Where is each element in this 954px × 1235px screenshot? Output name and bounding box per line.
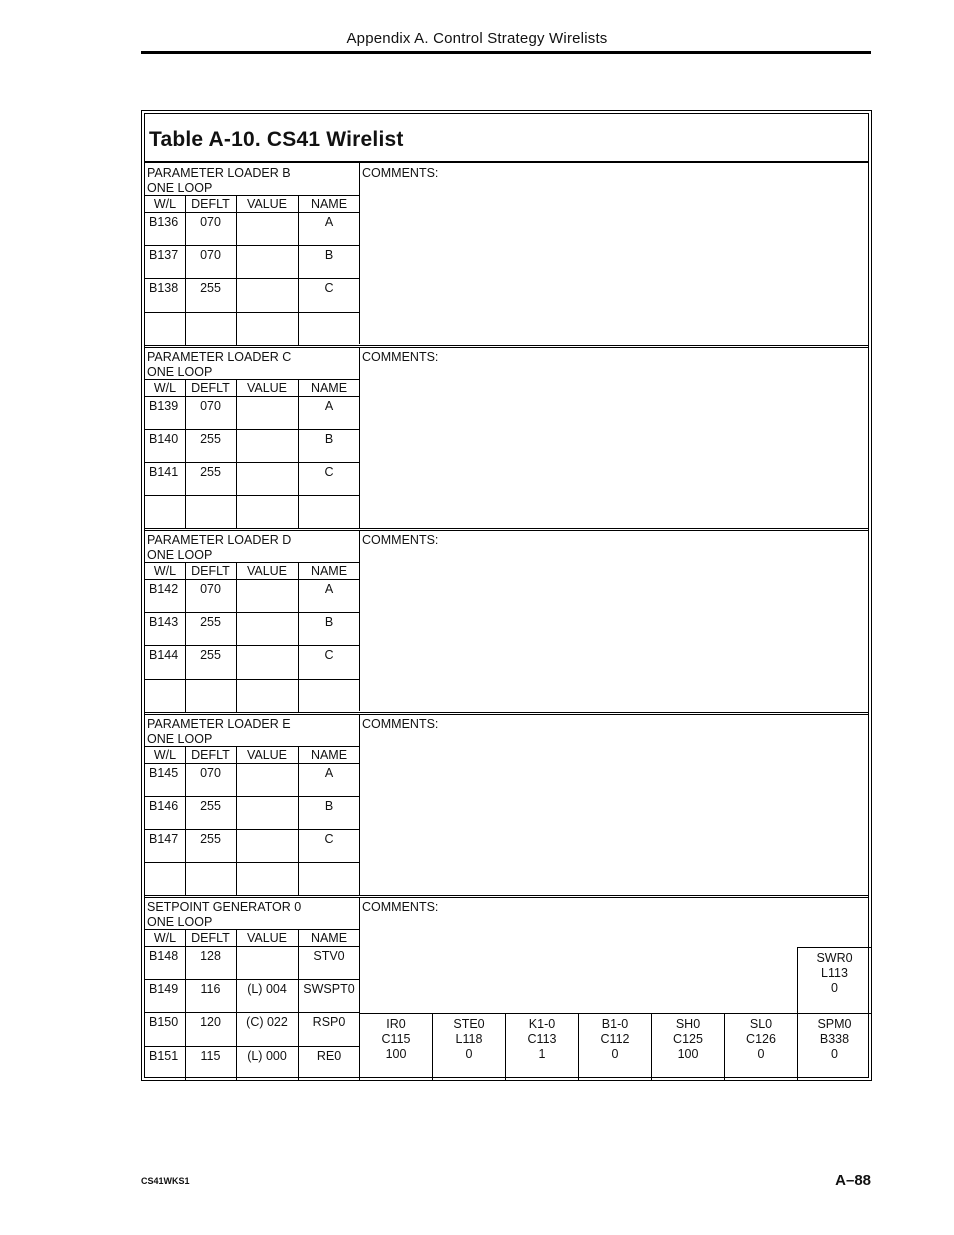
cell-wl: B140	[149, 431, 179, 446]
col-header-deflt: DEFLT	[191, 197, 230, 211]
grid-line	[236, 380, 237, 396]
block-label: SWR0	[816, 951, 853, 965]
cell-name: RSP0	[312, 1015, 346, 1030]
section-label-line1: PARAMETER LOADER C	[147, 349, 292, 364]
grid-line	[185, 930, 186, 946]
col-header-wl: W/L	[153, 931, 177, 945]
grid-line	[185, 1047, 186, 1080]
cell-name: RE0	[316, 1048, 342, 1063]
comments-label: COMMENTS:	[362, 533, 439, 547]
block-code: B338	[819, 1032, 850, 1047]
comments-label: COMMENTS:	[362, 716, 439, 731]
cell-name: B	[324, 431, 334, 446]
grid-line	[185, 580, 186, 612]
grid-line	[298, 797, 299, 829]
grid-line	[236, 1047, 237, 1080]
grid-line	[298, 496, 299, 528]
grid-line	[236, 947, 237, 979]
grid-line	[236, 397, 237, 429]
cell-name: B	[324, 615, 334, 630]
cell-wl: B138	[149, 281, 179, 296]
table-row	[145, 279, 360, 312]
section-label-line1: PARAMETER LOADER B	[147, 166, 291, 180]
table-row	[145, 680, 360, 713]
cell-value: (L) 004	[247, 982, 287, 997]
grid-line	[185, 747, 186, 763]
grid-line	[236, 1013, 237, 1045]
grid-line	[236, 764, 237, 796]
cell-deflt: 116	[200, 982, 221, 997]
cell-wl: B151	[149, 1048, 179, 1063]
function-block	[578, 1013, 651, 1079]
cell-name: C	[324, 281, 334, 296]
block-label: B1-0	[601, 1017, 629, 1032]
grid-line	[185, 863, 186, 895]
section-label-line2: ONE LOOP	[147, 181, 213, 195]
section-label	[147, 166, 291, 196]
cell-wl: B145	[149, 765, 179, 780]
cell-deflt: 255	[200, 281, 221, 296]
grid-line	[236, 563, 237, 579]
section-label	[147, 900, 301, 930]
cell-wl: B137	[149, 248, 179, 263]
grid-line	[185, 279, 186, 311]
block-value: 1	[538, 1047, 546, 1062]
comments-label: COMMENTS:	[362, 349, 439, 364]
grid-line	[185, 680, 186, 712]
block-value: 0	[465, 1047, 473, 1062]
grid-line	[236, 496, 237, 528]
cell-deflt: 255	[200, 615, 221, 630]
grid-line	[185, 1013, 186, 1045]
col-header-value: VALUE	[246, 564, 288, 578]
function-block-upper	[797, 947, 871, 1013]
cell-wl: B149	[149, 982, 179, 997]
function-block	[797, 1013, 871, 1079]
grid-line	[185, 830, 186, 862]
grid-line	[185, 646, 186, 678]
grid-line	[185, 947, 186, 979]
cell-wl: B146	[149, 798, 179, 813]
grid-line	[298, 279, 299, 311]
section-label-line2: ONE LOOP	[147, 548, 213, 562]
grid-line	[298, 680, 299, 712]
cell-deflt: 120	[200, 1015, 221, 1030]
grid-line	[298, 380, 299, 396]
col-header-wl: W/L	[153, 564, 177, 578]
cell-wl: B150	[149, 1015, 179, 1030]
grid-line	[298, 213, 299, 245]
grid-line	[236, 580, 237, 612]
function-block	[432, 1013, 505, 1079]
table-row	[145, 764, 360, 797]
section-grid	[145, 929, 360, 1078]
wirelist-section	[145, 895, 868, 1078]
grid-line	[185, 380, 186, 396]
col-header-value: VALUE	[246, 197, 288, 211]
section-grid	[145, 195, 360, 344]
section-separator	[145, 712, 868, 715]
cell-wl: B147	[149, 831, 179, 846]
block-code: C115	[381, 1032, 411, 1047]
cell-deflt: 070	[200, 582, 221, 596]
section-label	[147, 350, 291, 380]
cell-deflt: 128	[200, 949, 221, 963]
table-row	[145, 313, 360, 346]
block-label: K1-0	[528, 1017, 556, 1032]
grid-line	[236, 830, 237, 862]
grid-line	[185, 196, 186, 212]
column-header-row	[145, 195, 360, 213]
table-row	[145, 463, 360, 496]
footer-code: CS41WKS1	[141, 1176, 190, 1186]
grid-line	[298, 246, 299, 278]
grid-line	[185, 246, 186, 278]
grid-line	[185, 797, 186, 829]
grid-line	[298, 397, 299, 429]
grid-line	[236, 213, 237, 245]
column-header-row	[145, 562, 360, 580]
comments-label: COMMENTS:	[362, 900, 439, 914]
section-label-line2: ONE LOOP	[147, 915, 213, 929]
col-header-deflt: DEFLT	[191, 564, 230, 578]
grid-line	[185, 213, 186, 245]
grid-line	[236, 680, 237, 712]
col-header-value: VALUE	[246, 931, 288, 945]
section-grid	[145, 562, 360, 711]
table-row	[145, 797, 360, 830]
block-label: SL0	[749, 1017, 773, 1032]
cell-wl: B139	[149, 398, 179, 413]
grid-line	[298, 430, 299, 462]
table-row	[145, 830, 360, 863]
section-label-line1: PARAMETER LOADER D	[147, 533, 292, 547]
cell-wl: B136	[149, 215, 179, 229]
cell-deflt: 255	[200, 648, 221, 663]
col-header-deflt: DEFLT	[191, 931, 230, 945]
wirelist-section	[145, 345, 868, 528]
page-header: Appendix A. Control Strategy Wirelists	[346, 30, 608, 47]
block-label: STE0	[453, 1017, 485, 1032]
section-label	[147, 717, 291, 747]
table-row	[145, 613, 360, 646]
cell-name: A	[324, 582, 334, 596]
grid-line	[298, 313, 299, 345]
cell-deflt: 070	[200, 398, 221, 413]
block-value: 0	[611, 1047, 619, 1062]
cell-wl: B148	[149, 949, 179, 963]
grid-line	[236, 797, 237, 829]
block-label: SH0	[675, 1017, 701, 1032]
grid-line	[236, 463, 237, 495]
col-header-name: NAME	[310, 747, 348, 762]
cell-value: (C) 022	[246, 1015, 288, 1030]
function-block	[651, 1013, 724, 1079]
cell-wl: B143	[149, 615, 179, 630]
table-row	[145, 980, 360, 1013]
grid-line	[236, 430, 237, 462]
section-separator	[145, 528, 868, 531]
cell-name: A	[324, 398, 334, 413]
grid-line	[236, 246, 237, 278]
section-grid	[145, 746, 360, 895]
col-header-deflt: DEFLT	[191, 380, 230, 395]
col-header-name: NAME	[310, 380, 348, 395]
grid-line	[185, 463, 186, 495]
section-grid	[145, 379, 360, 528]
grid-line	[236, 613, 237, 645]
col-header-wl: W/L	[153, 747, 177, 762]
block-value: 0	[831, 981, 838, 995]
cell-deflt: 070	[200, 765, 221, 780]
block-code: C113	[527, 1032, 557, 1047]
section-label-line1: SETPOINT GENERATOR 0	[147, 900, 302, 914]
cell-name: C	[324, 648, 334, 663]
grid-line	[298, 947, 299, 979]
grid-line	[236, 196, 237, 212]
col-header-name: NAME	[310, 564, 348, 578]
block-value: 100	[385, 1047, 407, 1062]
cell-deflt: 255	[200, 831, 221, 846]
table-inner-frame	[144, 113, 869, 1078]
cell-deflt: 115	[200, 1048, 221, 1063]
grid-line	[298, 196, 299, 212]
block-code: L118	[455, 1032, 483, 1047]
cell-deflt: 255	[200, 431, 221, 446]
grid-line	[298, 646, 299, 678]
cell-name: B	[324, 248, 334, 263]
cell-wl: B142	[149, 582, 179, 596]
function-block	[359, 1013, 432, 1079]
table-row	[145, 646, 360, 679]
wirelist-table	[141, 110, 872, 1081]
cell-name: STV0	[313, 949, 345, 963]
cell-name: A	[324, 765, 334, 780]
grid-line	[185, 764, 186, 796]
grid-line	[185, 563, 186, 579]
table-row	[145, 397, 360, 430]
grid-line	[298, 747, 299, 763]
block-code: C125	[673, 1032, 703, 1047]
table-row	[145, 863, 360, 896]
grid-line	[236, 980, 237, 1012]
section-label-line1: PARAMETER LOADER E	[147, 716, 291, 731]
col-header-value: VALUE	[246, 747, 288, 762]
block-value: 0	[831, 1047, 838, 1062]
grid-line	[298, 463, 299, 495]
grid-line	[298, 863, 299, 895]
function-block	[505, 1013, 578, 1079]
col-header-name: NAME	[310, 197, 348, 211]
grid-line	[236, 646, 237, 678]
col-header-value: VALUE	[246, 380, 288, 395]
cell-deflt: 070	[200, 248, 221, 263]
table-title: Table A-10. CS41 Wirelist	[149, 128, 404, 151]
grid-line	[236, 279, 237, 311]
grid-line	[185, 430, 186, 462]
cell-name: B	[324, 798, 334, 813]
block-code: C112	[600, 1032, 630, 1047]
header-rule	[141, 51, 871, 54]
table-row	[145, 246, 360, 279]
block-value: 100	[677, 1047, 699, 1062]
section-label-line2: ONE LOOP	[147, 364, 213, 379]
grid-line	[185, 496, 186, 528]
grid-line	[185, 613, 186, 645]
table-row	[145, 1047, 360, 1080]
comments-label: COMMENTS:	[362, 166, 439, 180]
grid-line	[298, 563, 299, 579]
cell-wl: B144	[149, 648, 179, 663]
cell-name: A	[324, 215, 334, 229]
section-label-line2: ONE LOOP	[147, 731, 213, 746]
cell-name: C	[324, 831, 334, 846]
grid-line	[236, 313, 237, 345]
cell-wl: B141	[149, 464, 179, 479]
cell-name: SWSPT0	[303, 982, 355, 997]
grid-line	[298, 930, 299, 946]
table-row	[145, 430, 360, 463]
grid-line	[298, 764, 299, 796]
grid-line	[185, 313, 186, 345]
column-header-row	[145, 929, 360, 947]
grid-line	[298, 1013, 299, 1045]
function-block	[724, 1013, 797, 1079]
column-header-row	[145, 746, 360, 764]
cell-deflt: 070	[200, 215, 221, 229]
table-row	[145, 580, 360, 613]
col-header-name: NAME	[310, 931, 348, 945]
grid-line	[236, 863, 237, 895]
block-label: SPM0	[817, 1017, 852, 1032]
table-row	[145, 1013, 360, 1046]
cell-value: (L) 000	[247, 1048, 287, 1063]
grid-line	[298, 613, 299, 645]
table-row	[145, 947, 360, 980]
cell-deflt: 255	[200, 464, 221, 479]
wirelist-section	[145, 712, 868, 895]
grid-line	[298, 980, 299, 1012]
grid-line	[298, 580, 299, 612]
col-header-wl: W/L	[153, 380, 177, 395]
cell-deflt: 255	[200, 798, 221, 813]
section-separator	[145, 345, 868, 348]
cell-name: C	[324, 464, 334, 479]
section-label	[147, 533, 291, 563]
block-code: L113	[821, 966, 848, 980]
table-row	[145, 213, 360, 246]
section-separator	[145, 895, 868, 898]
grid-line	[298, 830, 299, 862]
wirelist-section	[145, 161, 868, 344]
block-code: C126	[746, 1032, 776, 1047]
col-header-deflt: DEFLT	[191, 747, 230, 762]
col-header-wl: W/L	[153, 197, 177, 211]
block-label: IR0	[386, 1017, 406, 1032]
grid-line	[236, 747, 237, 763]
column-header-row	[145, 379, 360, 397]
page-number: A–88	[835, 1172, 871, 1189]
block-value: 0	[757, 1047, 765, 1062]
grid-line	[185, 980, 186, 1012]
grid-line	[298, 1047, 299, 1080]
table-row	[145, 496, 360, 529]
grid-line	[236, 930, 237, 946]
wirelist-section	[145, 528, 868, 711]
grid-line	[185, 397, 186, 429]
